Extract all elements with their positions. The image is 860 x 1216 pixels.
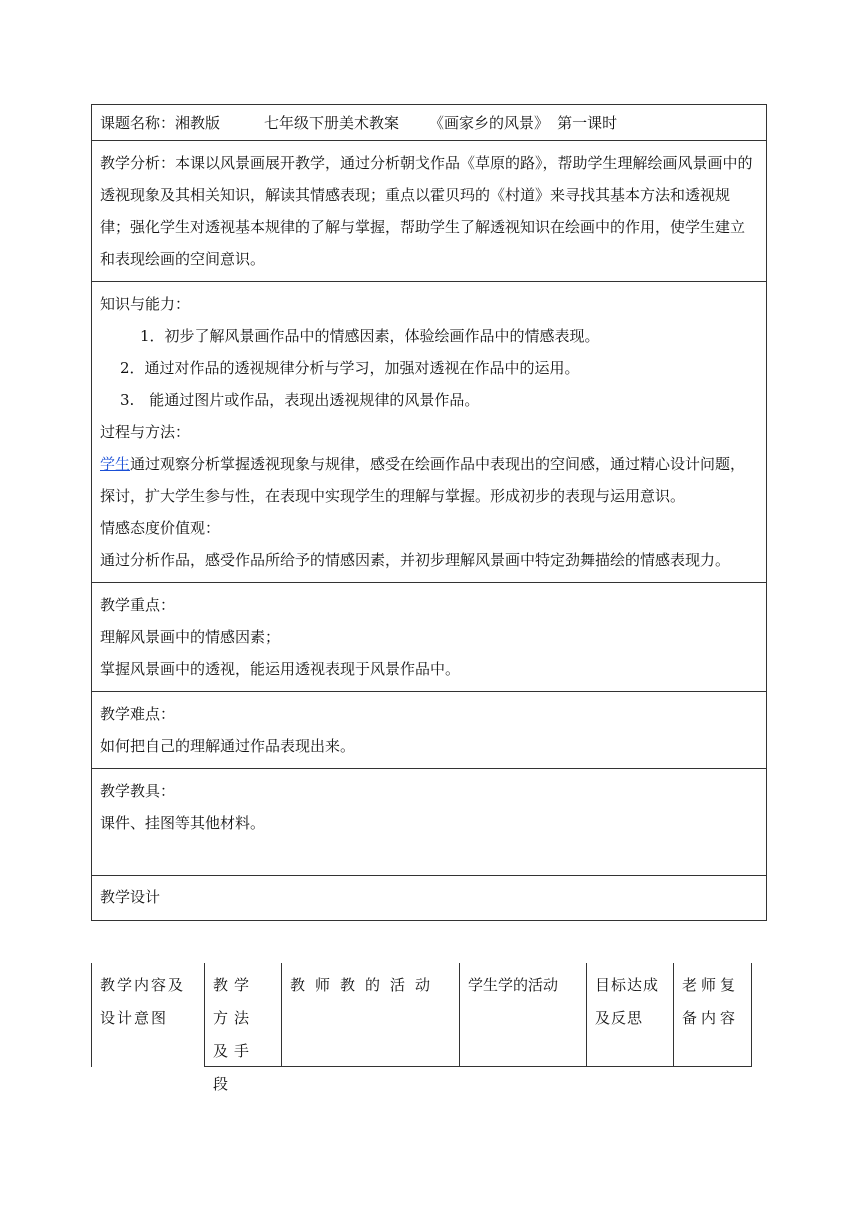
column-content-intent: 教学内容及设计意图 (91, 963, 204, 1067)
key-point-2: 掌握风景画中的透视，能运用透视表现于风景作品中。 (100, 660, 461, 678)
knowledge-heading: 知识与能力： (100, 295, 191, 313)
column-method: 教学方法及手段 (204, 963, 281, 1067)
header-grade-course: 七年级下册美术教案 (264, 114, 400, 132)
emotion-text: 通过分析作品，感受作品所给予的情感因素，并初步理解风景画中特定劲舞描绘的情感表现力。 (100, 551, 731, 569)
knowledge-item-1: 1．初步了解风景画作品中的情感因素，体验绘画作品中的情感表现。 (140, 327, 600, 345)
difficulty-heading: 教学难点： (100, 705, 176, 723)
header-publisher: 湘教版 (175, 114, 221, 132)
key-point-1: 理解风景画中的情感因素； (100, 628, 281, 646)
objectives-row (92, 282, 766, 583)
column-teacher-review: 老师复备内容 (673, 963, 752, 1067)
difficulty-text: 如何把自己的理解通过作品表现出来。 (100, 737, 356, 755)
knowledge-item-2: 2．通过对作品的透视规律分析与学习，加强对透视在作品中的运用。 (120, 359, 580, 377)
process-heading: 过程与方法： (100, 423, 191, 441)
key-points-heading: 教学重点： (100, 596, 176, 614)
emotion-heading: 情感态度价值观： (100, 519, 221, 537)
key-points-row (92, 583, 766, 692)
process-text: 通过观察分析掌握透视现象与规律，感受在绘画作品中表现出的空间感，通过精心设计问题，探讨，扩大学生参与性，在表现中实现学生的理解与掌握。形成初步的表现与运用意识。 (100, 455, 746, 505)
tools-row (92, 769, 766, 876)
header-period: 第一课时 (557, 114, 618, 132)
lesson-plan-table (91, 104, 767, 921)
design-row (92, 876, 766, 920)
process-paragraph (100, 448, 758, 512)
header-row (92, 105, 766, 141)
tools-text: 课件、挂图等其他材料。 (100, 814, 266, 832)
tools-blank-line (100, 839, 758, 869)
header-lesson-title: 《画家乡的风景》 (429, 114, 550, 132)
design-heading: 教学设计 (100, 888, 161, 906)
column-student-activity: 学生学的活动 (459, 963, 586, 1067)
column-goal-reflection: 目标达成及反思 (586, 963, 673, 1067)
design-columns (91, 963, 752, 1093)
knowledge-item-3: 3. 能通过图片或作品，表现出透视规律的风景作品。 (120, 391, 480, 409)
process-link[interactable]: 学生 (100, 455, 131, 473)
difficulty-row (92, 692, 766, 769)
analysis-text: 教学分析：本课以风景画展开教学，通过分析朝戈作品《草原的路》，帮助学生理解绘画风景画中的透视现象及其相关知识，解读其情感表现；重点以霍贝玛的《村道》来寻找其基本方法和透视规律；强化学生对透视基本规律的了解与掌握，帮助学生了解透视知识在绘画中的作用，使学生建立和表现绘画的空间意识。 (100, 154, 753, 268)
header-label: 课题名称： (100, 114, 176, 132)
column-teacher-activity: 教师教的活动 (281, 963, 459, 1067)
analysis-row (92, 141, 766, 282)
tools-heading: 教学教具： (100, 782, 176, 800)
